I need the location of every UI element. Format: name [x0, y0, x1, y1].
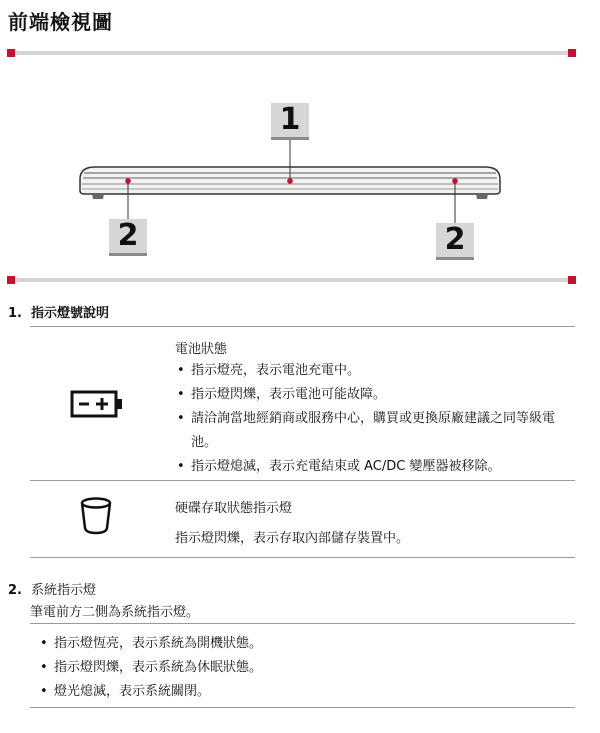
- list-item: • 指示燈亮，表示電池充電中。: [175, 359, 570, 383]
- bottom-rule: [10, 278, 575, 282]
- top-rule: [10, 51, 575, 55]
- battery-status-title: 電池狀態: [175, 342, 228, 357]
- system-light-right: [452, 178, 458, 184]
- section-2-heading: [8, 579, 96, 598]
- rule-marker-right: [568, 49, 576, 57]
- callout-1: 1: [271, 103, 309, 140]
- battery-icon: [70, 390, 126, 422]
- section-2-title: 系統指示燈: [31, 583, 97, 598]
- rule-marker-left: [7, 49, 15, 57]
- section-1-number: 1.: [8, 306, 22, 321]
- divider: [30, 623, 575, 624]
- list-item: • 指示燈熄滅，表示充電結束或 AC/DC 變壓器被移除。: [175, 455, 570, 479]
- battery-status-list: [175, 359, 570, 479]
- list-item: • 指示燈閃爍，表示電池可能故障。: [175, 383, 570, 407]
- page-title: 前端檢視圖: [8, 10, 113, 34]
- system-light-left: [125, 178, 131, 184]
- list-item: • 指示燈恆亮，表示系統為開機狀態。: [38, 632, 558, 656]
- list-item: • 燈光熄滅，表示系統關閉。: [38, 680, 558, 704]
- status-light-center: [287, 178, 293, 184]
- section-2-intro: 筆電前方二側為系統指示燈。: [30, 605, 200, 620]
- rule-marker-left: [7, 276, 15, 284]
- laptop-front-diagram: [0, 60, 600, 270]
- callout-2-left: 2: [109, 219, 147, 256]
- section-2-number: 2.: [8, 583, 22, 598]
- section-1-title: 指示燈號說明: [31, 306, 110, 321]
- section-1-heading: [8, 302, 109, 321]
- system-status-list: [38, 632, 558, 704]
- callout-2-right: 2: [436, 223, 474, 260]
- divider: [30, 707, 575, 708]
- storage-status-description: 指示燈閃爍，表示存取內部儲存裝置中。: [175, 531, 410, 546]
- storage-cylinder-icon: [79, 496, 115, 540]
- list-item: • 請洽詢當地經銷商或服務中心，購買或更換原廠建議之同等級電池。: [175, 407, 570, 455]
- storage-status-title: 硬碟存取狀態指示燈: [175, 501, 293, 516]
- divider: [30, 557, 575, 558]
- list-item: • 指示燈閃爍，表示系統為休眠狀態。: [38, 656, 558, 680]
- divider: [30, 326, 575, 327]
- divider: [30, 480, 575, 481]
- rule-marker-right: [568, 276, 576, 284]
